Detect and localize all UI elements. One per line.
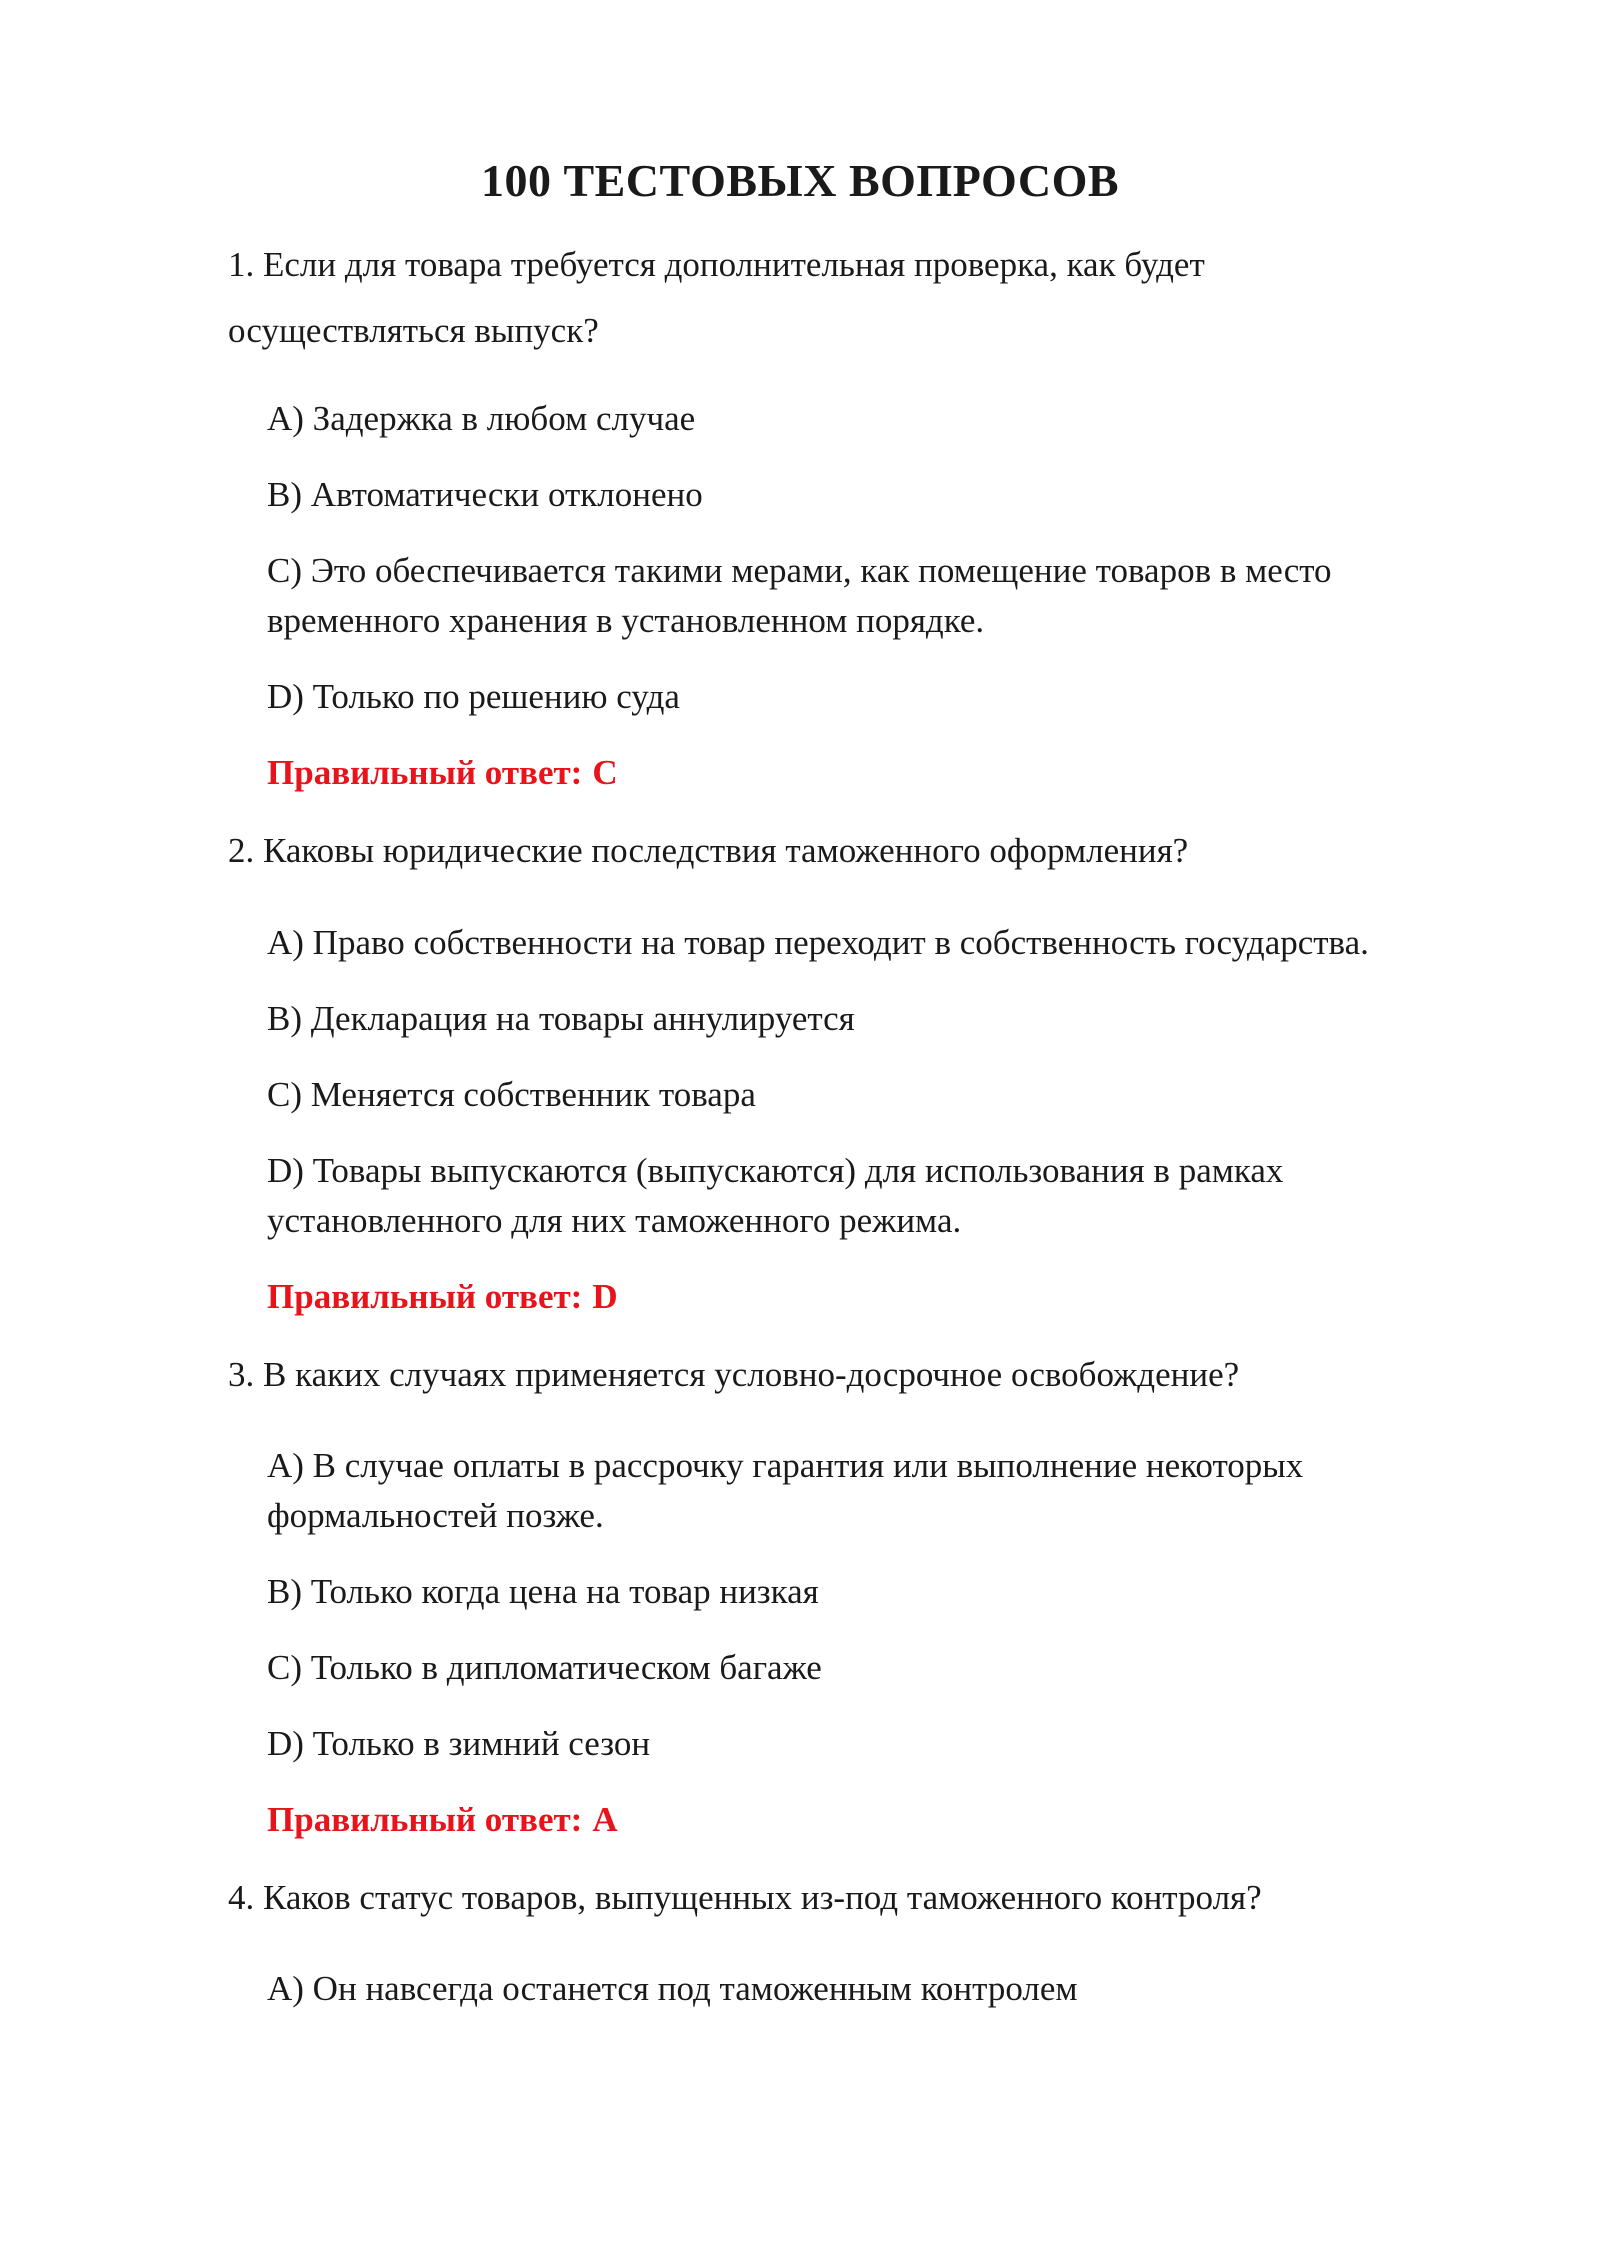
question-2-option-d: D) Товары выпускаются (выпускаются) для использования в рамках установленного для них таможенного режима. <box>267 1151 1284 1240</box>
document-title: 100 ТЕСТОВЫХ ВОПРОСОВ <box>480 155 1120 206</box>
question-2-text: 2. Каковы юридические последствия таможенного оформления? <box>228 831 1189 870</box>
question-3-option-d: D) Только в зимний сезон <box>267 1724 651 1763</box>
question-3-option-a: A) В случае оплаты в рассрочку гарантия или выполнение некоторых формальностей позже. <box>267 1446 1304 1535</box>
question-3-answer <box>267 1795 618 1845</box>
question-4-option-a: A) Он навсегда останется под таможенным контролем <box>267 1969 1078 2008</box>
answer-label: Правильный ответ: <box>267 753 583 792</box>
question-1-answer <box>267 748 618 798</box>
question-1-option-a: A) Задержка в любом случае <box>267 399 696 438</box>
question-1-text: 1. Если для товара требуется дополнительная проверка, как будет осуществляться выпуск? <box>228 245 1205 350</box>
question-1-option-c: C) Это обеспечивается такими мерами, как помещение товаров в место временного хранения в установленном порядке. <box>267 551 1332 640</box>
answer-label: Правильный ответ: <box>267 1800 583 1839</box>
question-2-answer <box>267 1272 618 1322</box>
question-3-option-c: C) Только в дипломатическом багаже <box>267 1648 822 1687</box>
question-3-text: 3. В каких случаях применяется условно-досрочное освобождение? <box>228 1355 1240 1394</box>
answer-letter: A <box>592 1800 618 1839</box>
question-2-option-b: B) Декларация на товары аннулируется <box>267 999 855 1038</box>
answer-letter: D <box>592 1277 618 1316</box>
question-4-text: 4. Каков статус товаров, выпущенных из-под таможенного контроля? <box>228 1878 1262 1917</box>
question-1-option-d: D) Только по решению суда <box>267 677 680 716</box>
question-2-option-c: C) Меняется собственник товара <box>267 1075 756 1114</box>
question-3-option-b: B) Только когда цена на товар низкая <box>267 1572 819 1611</box>
answer-label: Правильный ответ: <box>267 1277 583 1316</box>
answer-letter: C <box>592 753 618 792</box>
question-1-option-b: B) Автоматически отклонено <box>267 475 703 514</box>
question-2-option-a: A) Право собственности на товар переходит в собственность государства. <box>267 923 1369 962</box>
